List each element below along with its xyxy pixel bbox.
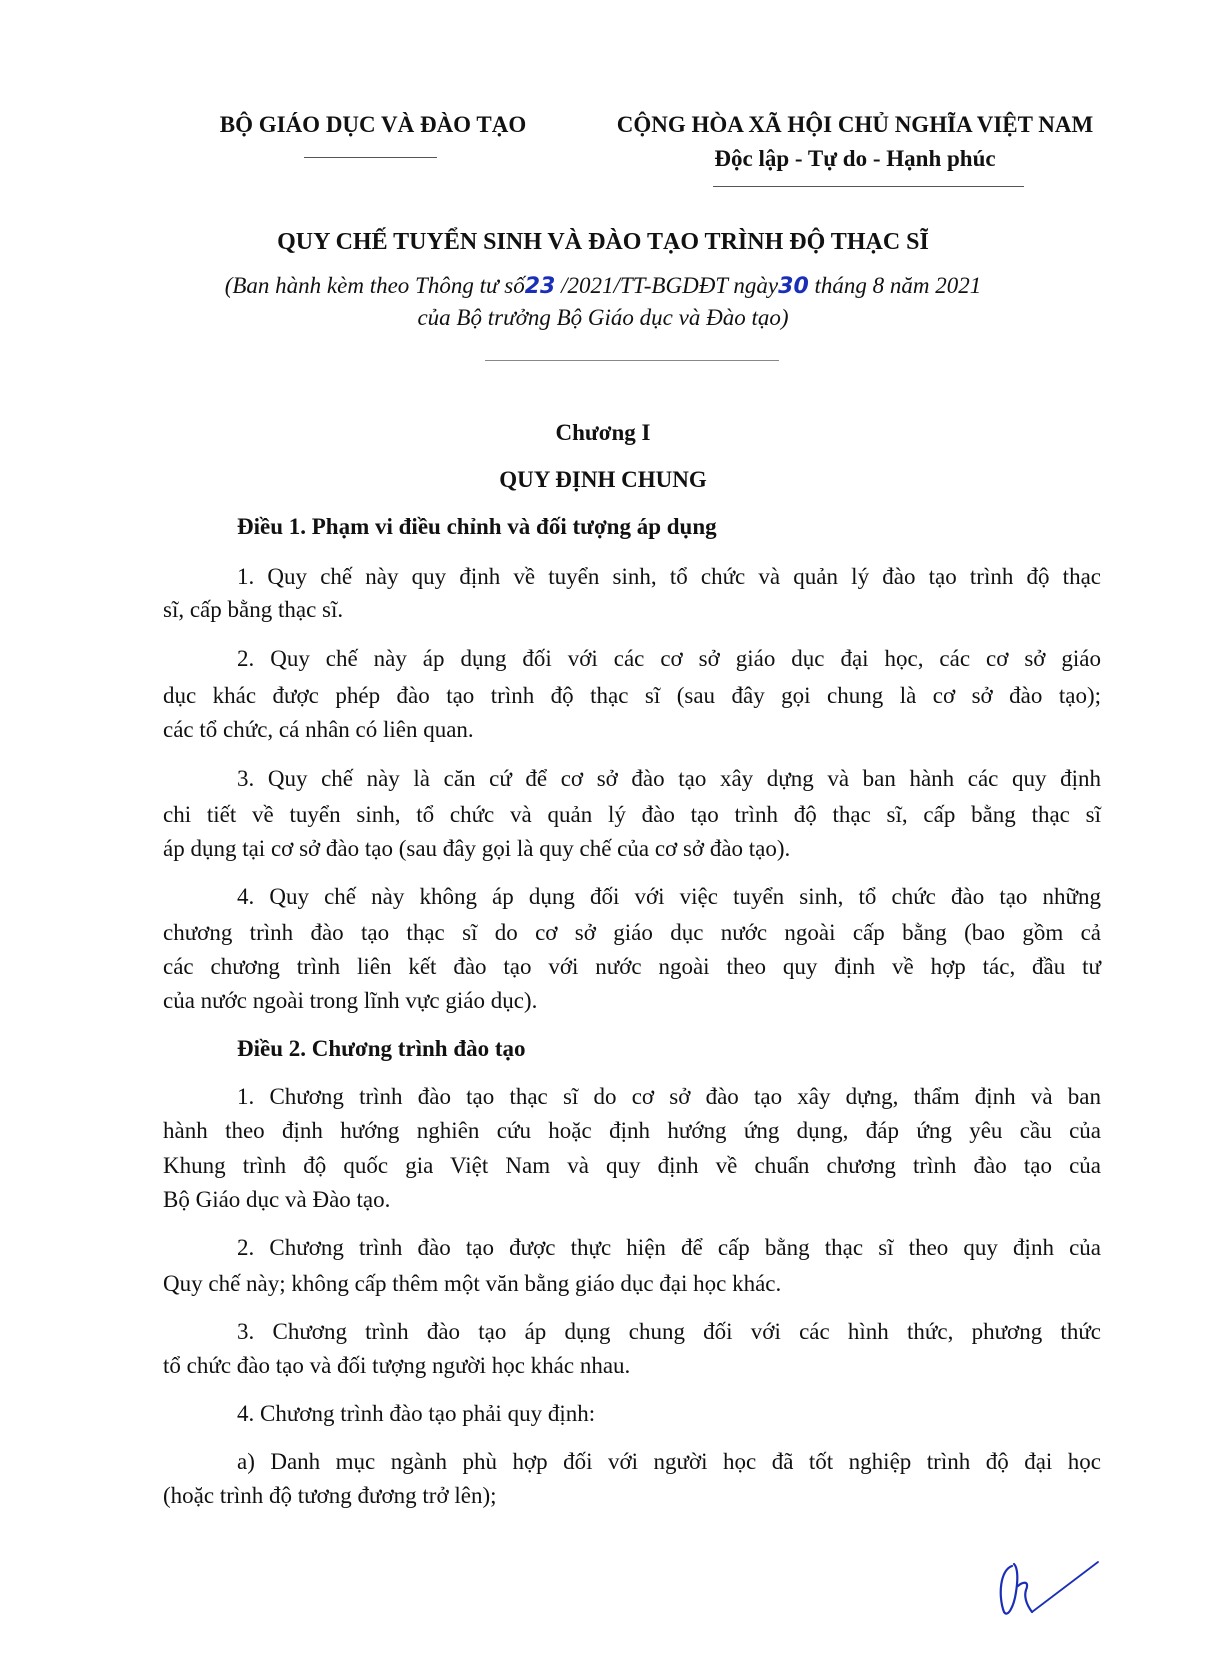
article-2-line: 2. Chương trình đào tạo được thực hiện để cấp bằng thạc sĩ theo quy định của <box>237 1235 1101 1260</box>
article-1-line: 1. Quy chế này quy định về tuyển sinh, tổ chức và quản lý đào tạo trình độ thạc <box>237 564 1101 589</box>
handwritten-circular-number: 23 <box>524 274 556 299</box>
subtitle-text-1: (Ban hành kèm theo Thông tư số <box>224 273 525 298</box>
article-1-line: 2. Quy chế này áp dụng đối với các cơ sở giáo dục đại học, các cơ sở giáo <box>237 646 1101 671</box>
article-1-line: 4. Quy chế này không áp dụng đối với việc tuyển sinh, tổ chức đào tạo những <box>237 884 1101 909</box>
article-2-line: tổ chức đào tạo và đối tượng người học khác nhau. <box>163 1353 631 1378</box>
ministry-name: BỘ GIÁO DỤC VÀ ĐÀO TẠO <box>219 112 527 137</box>
handwritten-day: 30 <box>778 274 809 299</box>
document-subtitle-line1 <box>0 273 1206 299</box>
article-2-line: hành theo định hướng nghiên cứu hoặc định hướng ứng dụng, đáp ứng yêu cầu của <box>163 1118 1101 1143</box>
subtitle-text-2: /2021/TT-BGDĐT ngày <box>555 273 779 298</box>
chapter-name: QUY ĐỊNH CHUNG <box>499 467 707 492</box>
article-1-line: sĩ, cấp bằng thạc sĩ. <box>163 597 344 622</box>
subtitle-text-3: tháng 8 năm 2021 <box>808 273 982 298</box>
article-1-line: các chương trình liên kết đào tạo với nước ngoài theo quy định về hợp tác, đầu tư <box>163 954 1101 979</box>
article-1-line: các tổ chức, cá nhân có liên quan. <box>163 717 474 742</box>
document-subtitle-line2: của Bộ trưởng Bộ Giáo dục và Đào tạo) <box>417 305 789 330</box>
motto-underline <box>713 186 1024 187</box>
ministry-underline <box>304 157 437 158</box>
document-title: QUY CHẾ TUYỂN SINH VÀ ĐÀO TẠO TRÌNH ĐỘ THẠC SĨ <box>277 229 929 255</box>
article-2-line: 3. Chương trình đào tạo áp dụng chung đối với các hình thức, phương thức <box>237 1319 1101 1344</box>
article-2-line: Bộ Giáo dục và Đào tạo. <box>163 1187 391 1212</box>
article-1-line: áp dụng tại cơ sở đào tạo (sau đây gọi là quy chế của cơ sở đào tạo). <box>163 836 791 861</box>
article-1-heading: Điều 1. Phạm vi điều chỉnh và đối tượng áp dụng <box>237 514 717 539</box>
national-motto: Độc lập - Tự do - Hạnh phúc <box>714 146 996 171</box>
article-2-heading: Điều 2. Chương trình đào tạo <box>237 1036 526 1061</box>
article-2-line: (hoặc trình độ tương đương trở lên); <box>163 1483 497 1508</box>
article-1-line: của nước ngoài trong lĩnh vực giáo dục). <box>163 988 538 1013</box>
title-divider <box>485 360 779 361</box>
chapter-label: Chương I <box>555 420 651 445</box>
article-1-line: chi tiết về tuyển sinh, tổ chức và quản lý đào tạo trình độ thạc sĩ, cấp bằng thạc sĩ <box>163 802 1101 827</box>
country-name: CỘNG HÒA XÃ HỘI CHỦ NGHĨA VIỆT NAM <box>616 112 1094 137</box>
signature-initials-icon <box>996 1556 1102 1618</box>
article-1-line: 3. Quy chế này là căn cứ để cơ sở đào tạo xây dựng và ban hành các quy định <box>237 766 1101 791</box>
article-2-line: Quy chế này; không cấp thêm một văn bằng giáo dục đại học khác. <box>163 1271 782 1296</box>
article-2-line: Khung trình độ quốc gia Việt Nam và quy định về chuẩn chương trình đào tạo của <box>163 1153 1101 1178</box>
article-1-line: chương trình đào tạo thạc sĩ do cơ sở giáo dục nước ngoài cấp bằng (bao gồm cả <box>163 920 1101 945</box>
article-2-line: 4. Chương trình đào tạo phải quy định: <box>237 1401 596 1426</box>
article-1-line: dục khác được phép đào tạo trình độ thạc sĩ (sau đây gọi chung là cơ sở đào tạo); <box>163 683 1101 708</box>
article-2-line: 1. Chương trình đào tạo thạc sĩ do cơ sở đào tạo xây dựng, thẩm định và ban <box>237 1084 1101 1109</box>
article-2-line: a) Danh mục ngành phù hợp đối với người học đã tốt nghiệp trình độ đại học <box>237 1449 1101 1474</box>
